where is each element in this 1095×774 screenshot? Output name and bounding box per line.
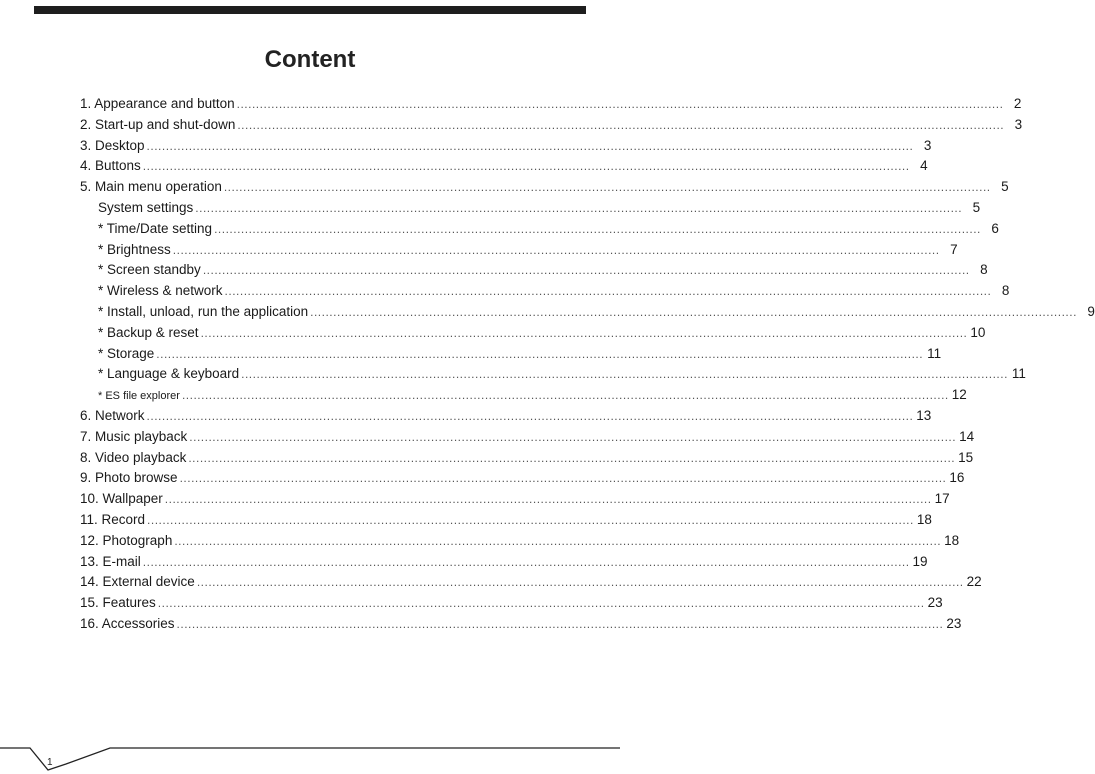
toc-entry-label: System settings — [98, 199, 194, 215]
toc-entry[interactable] — [80, 406, 932, 427]
toc-entry-page: 16 — [949, 470, 965, 486]
toc-entry-page: 17 — [934, 491, 950, 507]
toc-leader-dots: ........................................................................................................................................................................................................ — [214, 221, 981, 236]
toc-entry-label: 10. Wallpaper — [80, 491, 163, 507]
toc-entry-label: 4. Buttons — [80, 158, 141, 174]
toc-entry[interactable] — [80, 302, 1095, 323]
toc-entry-page: 18 — [944, 532, 960, 548]
toc-entry-label: 11. Record — [80, 511, 146, 527]
toc-leader-dots: ........................................................................................................................................................................................................ — [196, 575, 964, 590]
toc-entry-label: 13. E-mail — [80, 553, 141, 569]
toc-entry-label: 1. Appearance and button — [80, 96, 235, 111]
toc-entry-page: 22 — [966, 574, 982, 590]
toc-entry-label: 3. Desktop — [80, 137, 145, 153]
toc-entry-label: 2. Start-up and shut-down — [80, 116, 236, 132]
toc-entry-page: 8 — [1001, 283, 1010, 299]
toc-entry-page: 23 — [946, 615, 962, 631]
header-rule — [34, 6, 586, 14]
toc-entry-page: 18 — [916, 511, 932, 527]
toc-leader-dots: ........................................................................................................................................................................................................ — [310, 304, 1077, 319]
toc-entry[interactable] — [80, 385, 967, 406]
toc-leader-dots: ........................................................................................................................................................................................................ — [237, 117, 1005, 132]
toc-entry-page: 12 — [951, 387, 967, 403]
toc-entry[interactable] — [80, 614, 962, 635]
toc-entry-page: 4 — [920, 158, 928, 174]
toc-entry[interactable] — [80, 323, 986, 344]
toc-leader-dots: ........................................................................................................................................................................................................ — [172, 242, 940, 257]
toc-leader-dots: ........................................................................................................................................................................................................ — [223, 180, 991, 195]
toc-entry-label: * Brightness — [98, 241, 171, 257]
toc-entry-page: 11 — [1011, 366, 1026, 382]
toc-entry-label: * Time/Date setting — [98, 220, 213, 236]
toc-leader-dots: ........................................................................................................................................................................................................ — [179, 471, 947, 486]
toc-leader-dots: ........................................................................................................................................................................................................ — [241, 367, 1008, 382]
toc-entry-label: 7. Music playback — [80, 428, 188, 444]
page-title: Content — [264, 46, 356, 73]
toc-entry-page: 13 — [916, 407, 932, 423]
toc-entry[interactable] — [80, 198, 981, 219]
toc-entry-page: 8 — [980, 262, 988, 278]
toc-entry[interactable] — [80, 468, 965, 489]
toc-entry[interactable] — [80, 344, 942, 365]
toc-entry-page: 3 — [923, 137, 932, 153]
toc-entry-page: 19 — [912, 553, 928, 569]
toc-entry[interactable] — [80, 531, 960, 552]
toc-entry[interactable] — [80, 115, 1023, 136]
toc-entry-page: 5 — [972, 199, 981, 215]
toc-entry-label: 14. External device — [80, 574, 195, 590]
toc-leader-dots: ........................................................................................................................................................................................................ — [200, 325, 968, 340]
toc-entry[interactable] — [80, 427, 975, 448]
toc-entry-page: 14 — [959, 428, 975, 444]
footer-rule — [0, 740, 620, 774]
toc-entry-label: * Wireless & network — [98, 283, 223, 299]
toc-entry-label: 8. Video playback — [80, 449, 187, 465]
toc-entry[interactable] — [80, 448, 974, 469]
toc-leader-dots: ........................................................................................................................................................................................................ — [157, 596, 925, 611]
toc-entry-label: 6. Network — [80, 407, 145, 423]
toc-entry-page: 6 — [991, 220, 999, 236]
toc-leader-dots: ........................................................................................................................................................................................................ — [189, 429, 957, 444]
toc-entry[interactable] — [80, 552, 928, 573]
page-number: 1 — [47, 757, 53, 768]
toc-entry[interactable] — [80, 593, 943, 614]
toc-entry[interactable] — [80, 156, 928, 177]
toc-leader-dots: ........................................................................................................................................................................................................ — [236, 97, 1004, 111]
toc-entry-page: 10 — [970, 324, 986, 340]
toc-entry[interactable] — [80, 510, 932, 531]
toc-entry[interactable] — [80, 364, 1026, 385]
toc-entry-label: 16. Accessories — [80, 615, 175, 631]
toc-entry-page: 2 — [1013, 96, 1022, 111]
toc-leader-dots: ........................................................................................................................................................................................................ — [224, 284, 992, 299]
toc-leader-dots: ........................................................................................................................................................................................................ — [202, 263, 970, 278]
toc-entry[interactable] — [80, 177, 1009, 198]
toc-leader-dots: ........................................................................................................................................................................................................ — [195, 200, 963, 215]
toc-entry-label: 9. Photo browse — [80, 470, 178, 486]
toc-entry[interactable] — [80, 219, 999, 240]
toc-entry[interactable] — [80, 94, 1022, 115]
toc-leader-dots: ........................................................................................................................................................................................................ — [164, 492, 932, 507]
toc-entry-label: 15. Features — [80, 595, 156, 611]
toc-entry-page: 11 — [927, 345, 942, 361]
toc-leader-dots: ........................................................................................................................................................................................................ — [142, 554, 910, 569]
toc-entry-label: 5. Main menu operation — [80, 179, 222, 195]
toc-leader-dots: ........................................................................................................................................................................................................ — [146, 138, 914, 153]
toc-leader-dots: ........................................................................................................................................................................................................ — [147, 512, 914, 527]
toc-entry[interactable] — [80, 281, 1010, 302]
toc-leader-dots: ........................................................................................................................................................................................................ — [156, 346, 924, 361]
toc-entry-page: 3 — [1014, 116, 1023, 132]
toc-leader-dots: ........................................................................................................................................................................................................ — [174, 533, 942, 548]
toc-entry[interactable] — [80, 240, 958, 261]
toc-leader-dots: ........................................................................................................................................................................................................ — [146, 408, 914, 423]
toc-entry-label: * ES file explorer — [98, 390, 180, 403]
toc-leader-dots: ........................................................................................................................................................................................................ — [188, 450, 956, 465]
toc-entry-label: * Storage — [98, 345, 155, 361]
toc-entry-label: 12. Photograph — [80, 532, 173, 548]
toc-entry-label: * Backup & reset — [98, 324, 199, 340]
toc-entry[interactable] — [80, 489, 950, 510]
toc-entry-page: 15 — [958, 449, 974, 465]
toc-entry-page: 7 — [950, 241, 958, 257]
toc-entry[interactable] — [80, 260, 988, 281]
toc-entry[interactable] — [80, 136, 932, 157]
toc-leader-dots: ........................................................................................................................................................................................................ — [181, 388, 949, 403]
toc-leader-dots: ........................................................................................................................................................................................................ — [142, 159, 910, 174]
toc-entry[interactable] — [80, 572, 982, 593]
toc-entry-page: 9 — [1087, 303, 1095, 319]
toc-entry-label: * Screen standby — [98, 262, 201, 278]
toc-entry-page: 23 — [927, 595, 943, 611]
toc-entry-page: 5 — [1001, 179, 1009, 195]
toc-leader-dots: ........................................................................................................................................................................................................ — [176, 616, 944, 631]
toc-entry-label: * Install, unload, run the application — [98, 303, 309, 319]
toc-entry-label: * Language & keyboard — [98, 366, 240, 382]
table-of-contents — [80, 94, 1095, 635]
